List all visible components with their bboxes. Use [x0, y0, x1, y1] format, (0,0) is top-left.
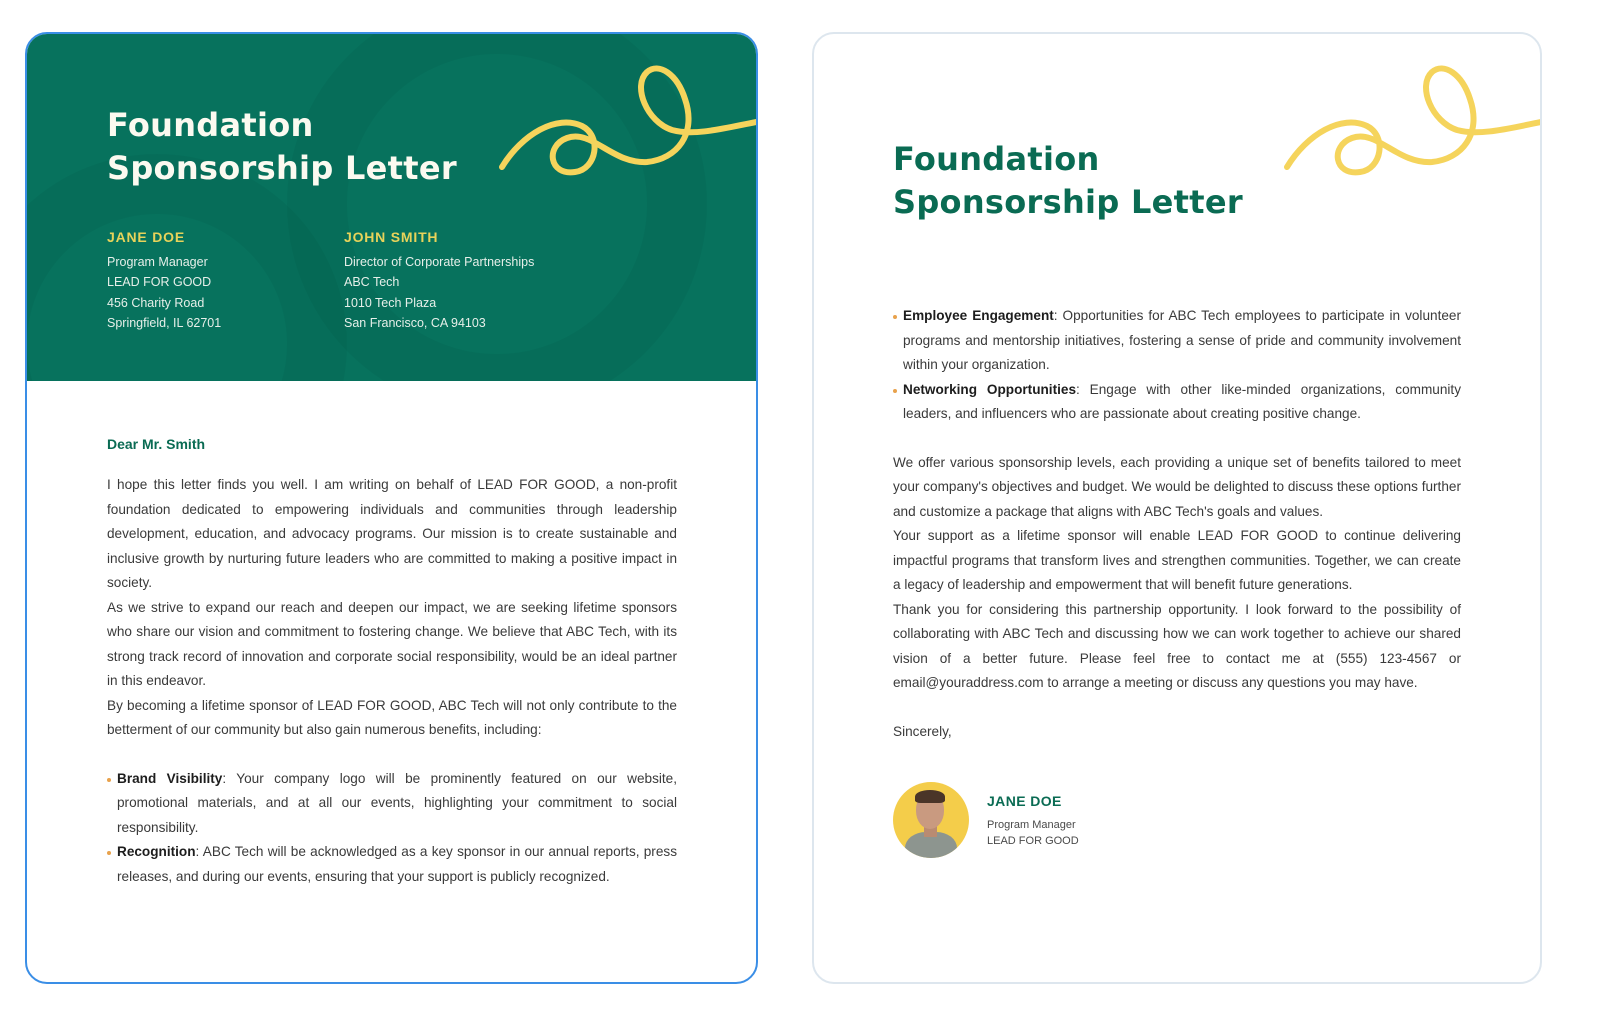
title-line-1: Foundation — [893, 140, 1100, 178]
title-line-1: Foundation — [107, 106, 314, 144]
letter-page-2[interactable] — [812, 32, 1542, 984]
paragraph: Thank you for considering this partnership opportunity. I look forward to the possibility of collaborating with ABC Tech and discussing how we can work together to achieve our shared vision of a better future. Please feel free to contact me at (555) 123-4567 or email@youraddress.com to arrange a meeting or discuss any questions you may have. — [893, 601, 1461, 690]
recipient-role: Director of Corporate Partnerships — [344, 255, 535, 269]
title-line-2: Sponsorship Letter — [893, 183, 1243, 221]
benefit-text: : Opportunities for ABC Tech employees to participate in volunteer programs and mentorship initiatives, fostering a sense of pride and community involvement within your organization. — [903, 308, 1462, 372]
recipient-name: JOHN SMITH — [344, 229, 439, 245]
signature-org: LEAD FOR GOOD — [987, 834, 1079, 847]
bullet-icon — [893, 389, 897, 393]
signature-name: JANE DOE — [987, 792, 1062, 809]
letter-body-continued — [893, 304, 1461, 744]
sender-block — [107, 228, 221, 333]
recipient-block — [344, 228, 534, 333]
benefits-list — [893, 304, 1461, 427]
sender-address-line-1: 456 Charity Road — [107, 295, 205, 310]
benefit-label: Networking Opportunities — [903, 381, 1077, 397]
yellow-squiggle-icon — [1272, 34, 1542, 194]
signature-role: Program Manager — [987, 818, 1076, 831]
recipient-address-line-1: 1010 Tech Plaza — [344, 295, 437, 310]
title-line-2: Sponsorship Letter — [107, 149, 457, 187]
page-title — [893, 138, 1243, 224]
paragraph: I hope this letter finds you well. I am writing on behalf of LEAD FOR GOOD, a non-profit foundation dedicated to empowering individuals and communities through leadership development, education, and advocacy programs. Our mission is to create sustainable and inclusive growth by nurturing future leaders who are committed to making a positive impact in society. — [107, 477, 677, 590]
sender-org: LEAD FOR GOOD — [107, 275, 212, 290]
sender-address-line-2: Springfield, IL 62701 — [107, 315, 222, 330]
letter-page-1[interactable] — [25, 32, 758, 984]
benefit-text: : Engage with other like-minded organizations, community leaders, and influencers who are passionate about creating positive change. — [903, 381, 1461, 421]
benefit-item — [107, 840, 677, 889]
page-header-banner — [27, 34, 756, 381]
letter-body — [107, 432, 677, 889]
benefit-label: Recognition — [117, 844, 196, 859]
closing: Sincerely, — [893, 723, 952, 739]
bullet-icon — [893, 315, 897, 319]
yellow-squiggle-icon — [487, 34, 756, 194]
sender-role: Program Manager — [107, 255, 208, 269]
benefit-text: : ABC Tech will be acknowledged as a key sponsor in our annual reports, press releases, and during our events, ensuring that your support is publicly recognized. — [117, 844, 677, 884]
benefit-item — [893, 304, 1461, 378]
paragraph: By becoming a lifetime sponsor of LEAD FOR GOOD, ABC Tech will not only contribute to the betterment of our community but also gain numerous benefits, including: — [107, 697, 677, 737]
avatar — [893, 782, 969, 858]
benefits-list — [107, 767, 677, 890]
benefit-item — [893, 378, 1461, 427]
sender-name: JANE DOE — [107, 229, 185, 245]
paragraph: We offer various sponsorship levels, each providing a unique set of benefits tailored to meet your company's objectives and budget. We would be delighted to discuss these options further and customize a package that aligns with ABC Tech's goals and values. — [893, 454, 1461, 519]
paragraph: As we strive to expand our reach and deepen our impact, we are seeking lifetime sponsors who share our vision and commitment to fostering change. We believe that ABC Tech, with its strong track record of innovation and corporate social responsibility, would be an ideal partner in this endeavor. — [107, 599, 677, 688]
bullet-icon — [107, 851, 111, 855]
benefit-item — [107, 767, 677, 841]
greeting: Dear Mr. Smith — [107, 436, 206, 452]
benefit-text: : Your company logo will be prominently featured on our website, promotional materials, and at all our events, highlighting your commitment to social responsibility. — [117, 770, 677, 835]
benefit-label: Employee Engagement — [903, 308, 1054, 323]
paragraph: Your support as a lifetime sponsor will enable LEAD FOR GOOD to continue delivering impactful programs that transform lives and strengthen communities. Together, we can create a legacy of leadership and empowerment that will benefit future generations. — [893, 528, 1461, 592]
benefit-label: Brand Visibility — [117, 770, 223, 786]
page-title — [107, 104, 457, 190]
signature-block — [893, 782, 1079, 858]
recipient-org: ABC Tech — [344, 275, 400, 290]
recipient-address-line-2: San Francisco, CA 94103 — [344, 315, 486, 330]
bullet-icon — [107, 778, 111, 782]
